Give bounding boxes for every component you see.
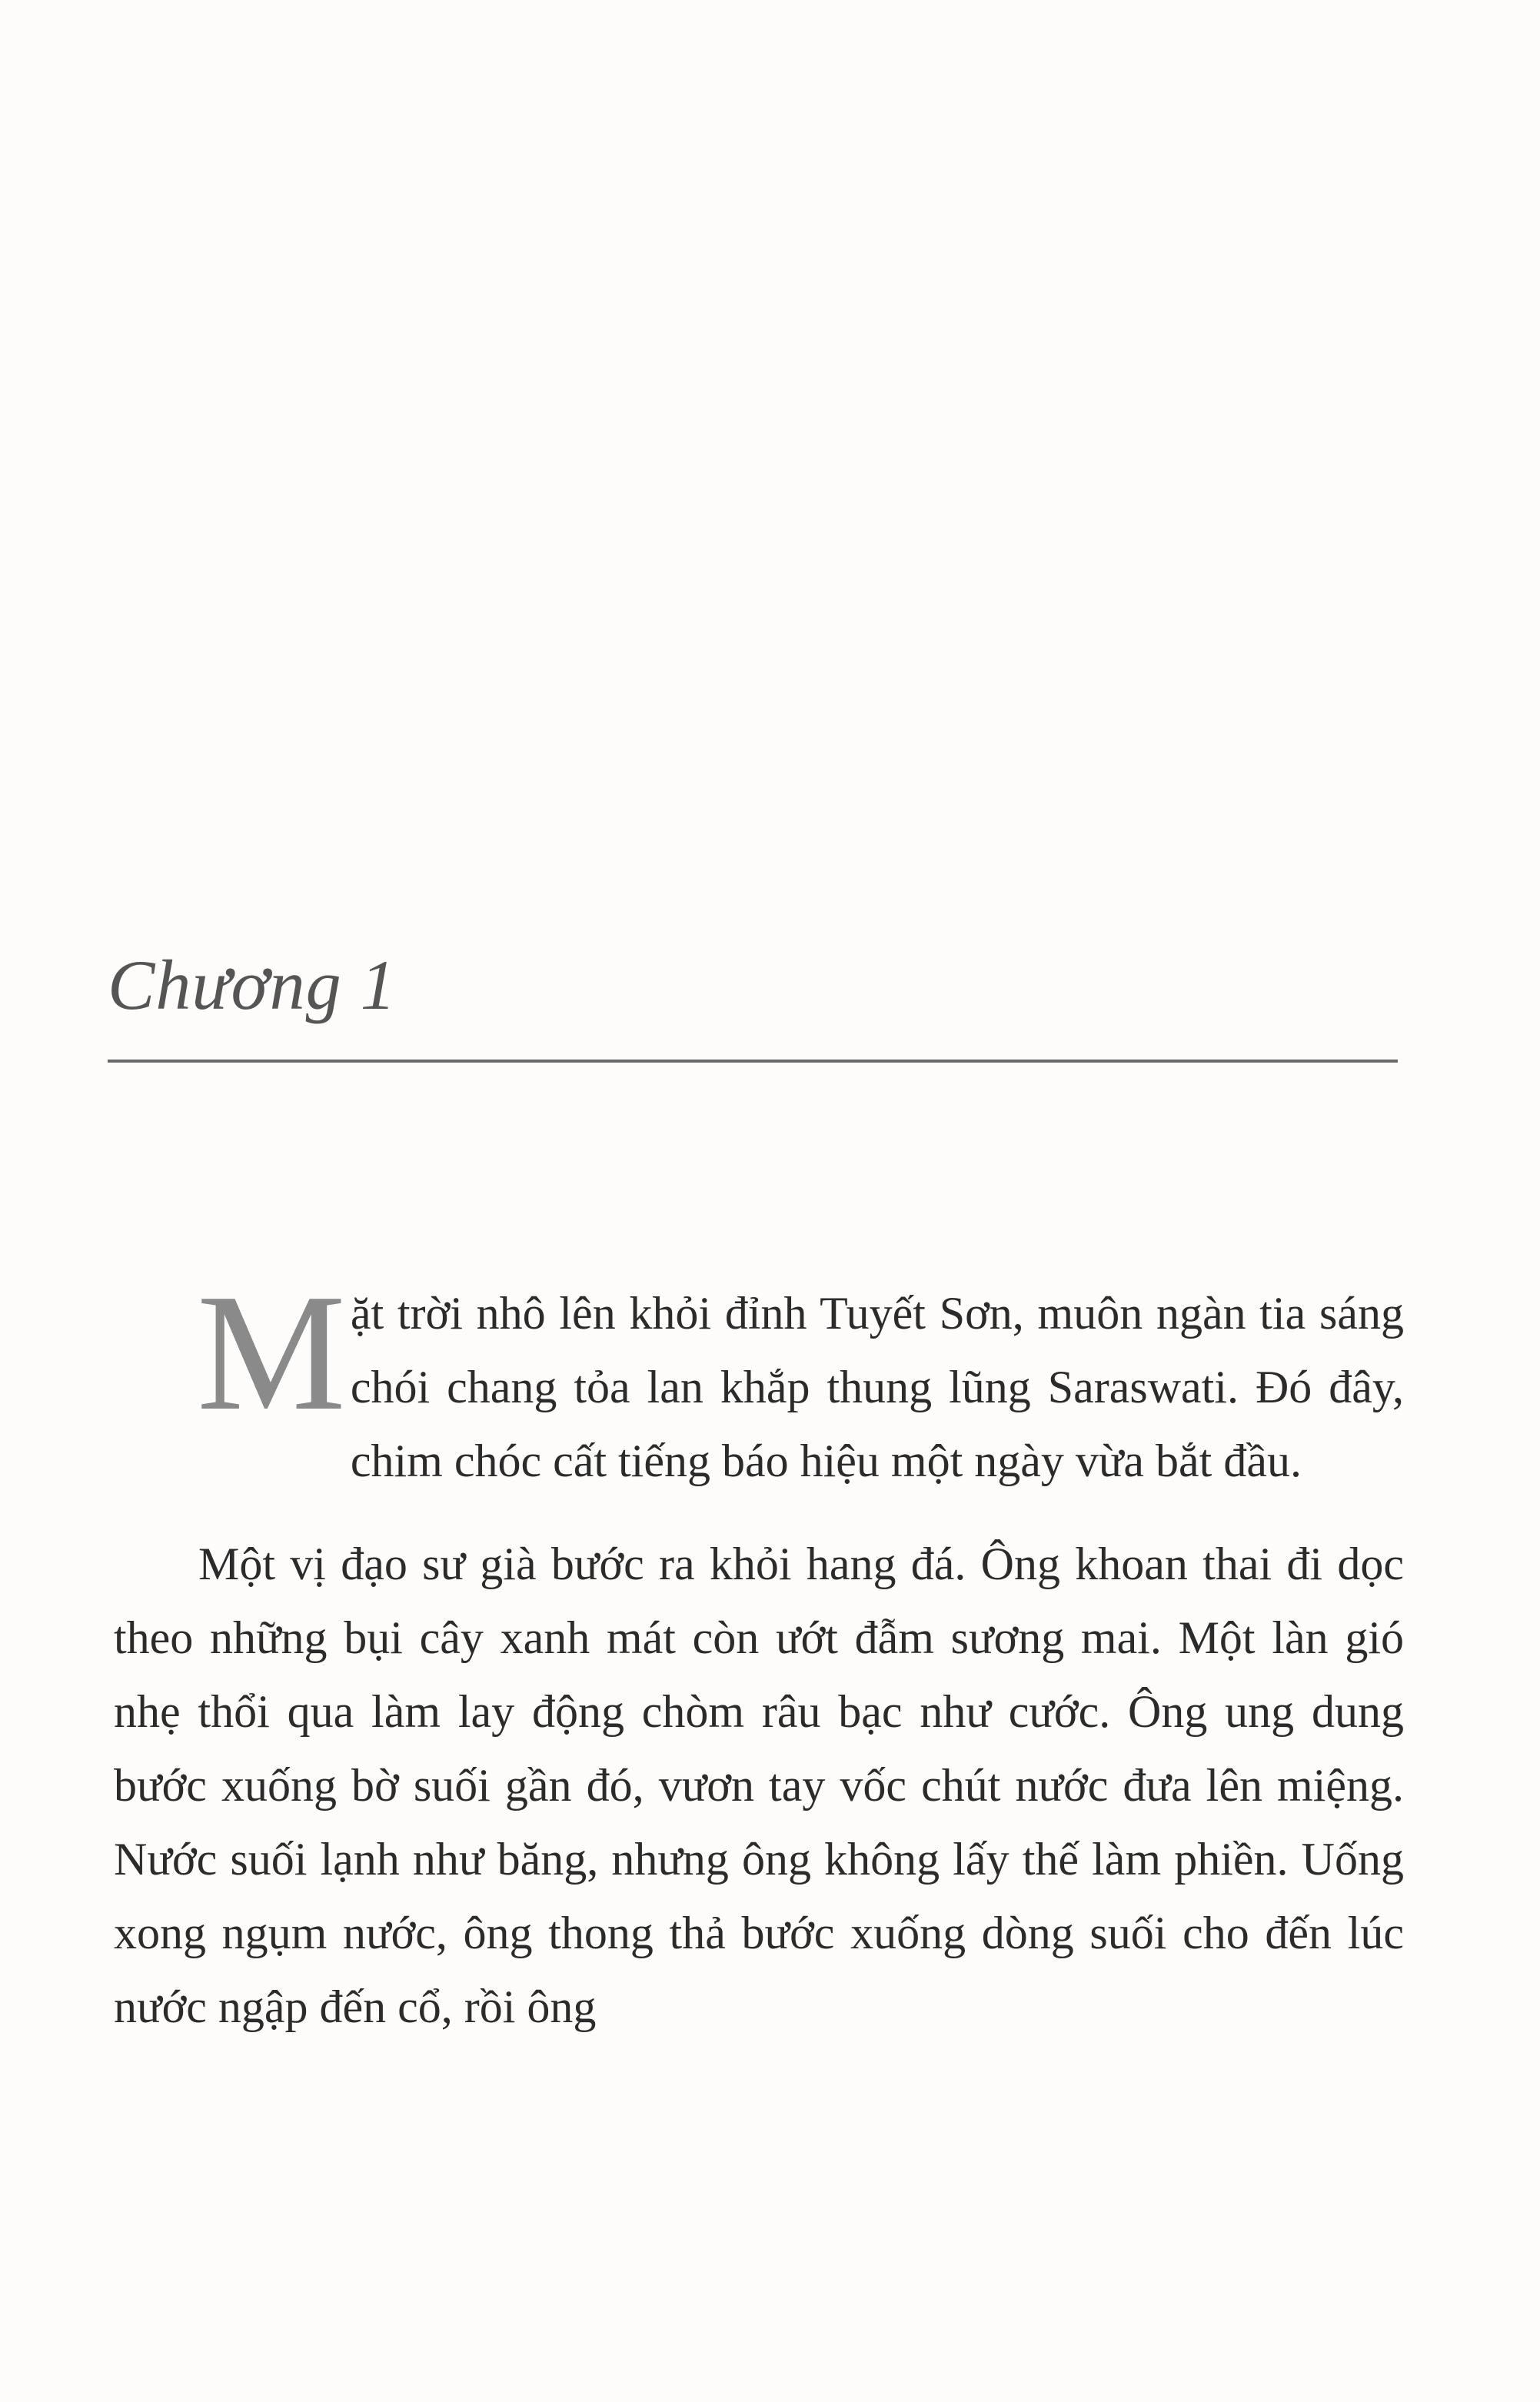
chapter-title: Chương 1 — [108, 946, 397, 1024]
chapter-divider — [108, 1060, 1398, 1063]
paragraph-1-text: ặt trời nhô lên khỏi đỉnh Tuyết Sơn, muôn ngàn tia sáng chói chang tỏa lan khắp thung lũng Saraswati. Đó đây, chim chóc cất tiếng báo hiệu một ngày vừa bắt đầu. — [350, 1288, 1404, 1486]
drop-cap: M — [197, 1260, 346, 1446]
paragraph-1 — [114, 1260, 1404, 1498]
chapter-body — [114, 1260, 1404, 2044]
paragraph-2-text: Một vị đạo sư già bước ra khỏi hang đá. Ông khoan thai đi dọc theo những bụi cây xanh mát còn ướt đẫm sương mai. Một làn gió nhẹ thổi qua làm lay động chòm râu bạc như cước. Ông ung dung bước xuống bờ suối gần đó, vươn tay vốc chút nước đưa lên miệng. Nước suối lạnh như băng, nhưng ông không lấy thế làm phiền. Uống xong ngụm nước, ông thong thả bước xuống dòng suối cho đến lúc nước ngập đến cổ, rồi ông — [114, 1539, 1404, 2032]
paragraph-2 — [114, 1527, 1404, 2044]
